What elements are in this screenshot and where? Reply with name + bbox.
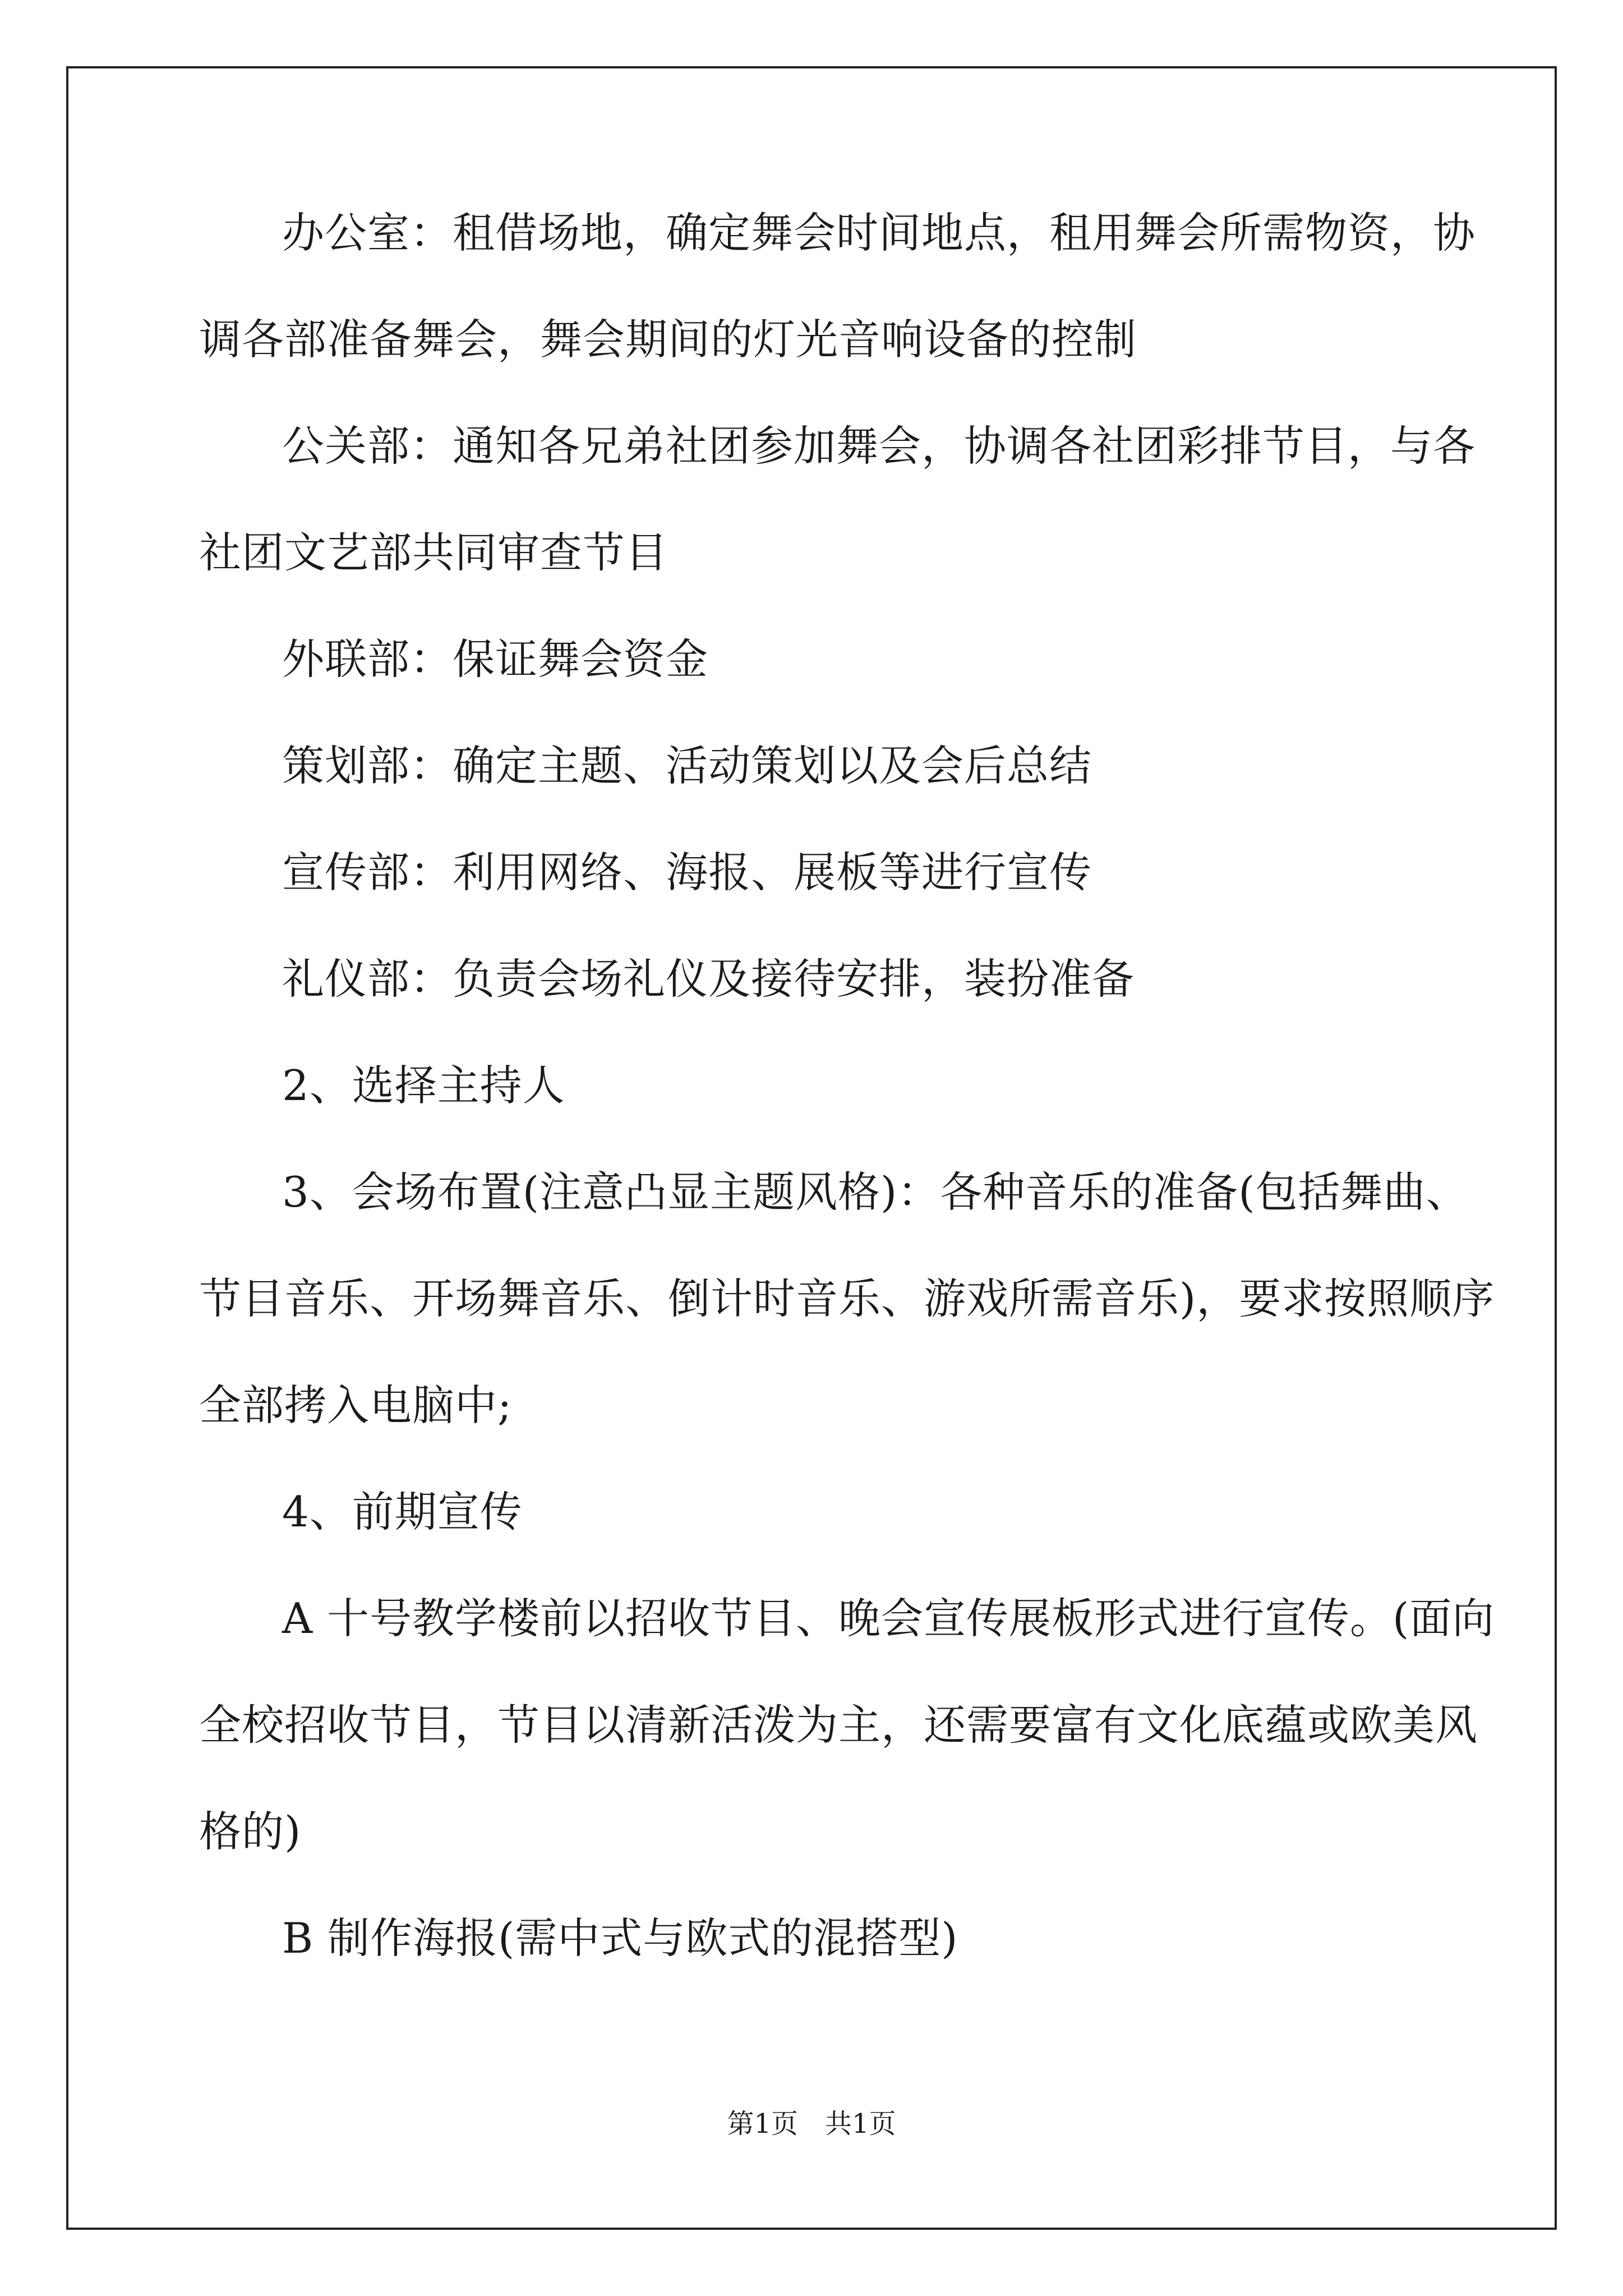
text-line: 4、前期宣传 — [282, 1487, 523, 1536]
text-line: 调各部准备舞会，舞会期间的灯光音响设备的控制 — [199, 315, 1137, 364]
text-line: 全部拷入电脑中; — [199, 1381, 513, 1430]
text-line: 全校招收节目，节目以清新活泼为主，还需要富有文化底蕴或欧美风 — [199, 1700, 1478, 1750]
text-line: 节目音乐、开场舞音乐、倒计时音乐、游戏所需音乐)，要求按照顺序 — [199, 1274, 1495, 1323]
text-line: 社团文艺部共同审查节目 — [199, 528, 668, 577]
text-line: B 制作海报(需中式与欧式的混搭型) — [282, 1913, 958, 1963]
text-line: 办公室：租借场地，确定舞会时间地点，租用舞会所需物资，协 — [282, 208, 1476, 257]
text-line: 外联部：保证舞会资金 — [282, 634, 709, 684]
text-line: 礼仪部：负责会场礼仪及接待安排，装扮准备 — [282, 954, 1135, 1004]
page-border — [66, 66, 1557, 2230]
text-line: 策划部：确定主题、活动策划以及会后总结 — [282, 741, 1092, 790]
text-line: 3、会场布置(注意凸显主题风格)：各种音乐的准备(包括舞曲、 — [282, 1167, 1469, 1217]
text-line: 格的) — [199, 1807, 302, 1856]
page-number: 第1页 共1页 — [727, 2108, 896, 2139]
text-line: 2、选择主持人 — [282, 1061, 565, 1110]
text-line: A 十号教学楼前以招收节目、晚会宣传展板形式进行宣传。(面向 — [282, 1594, 1495, 1643]
text-line: 公关部：通知各兄弟社团参加舞会，协调各社团彩排节目，与各 — [282, 421, 1476, 471]
text-line: 宣传部：利用网络、海报、展板等进行宣传 — [282, 848, 1092, 897]
